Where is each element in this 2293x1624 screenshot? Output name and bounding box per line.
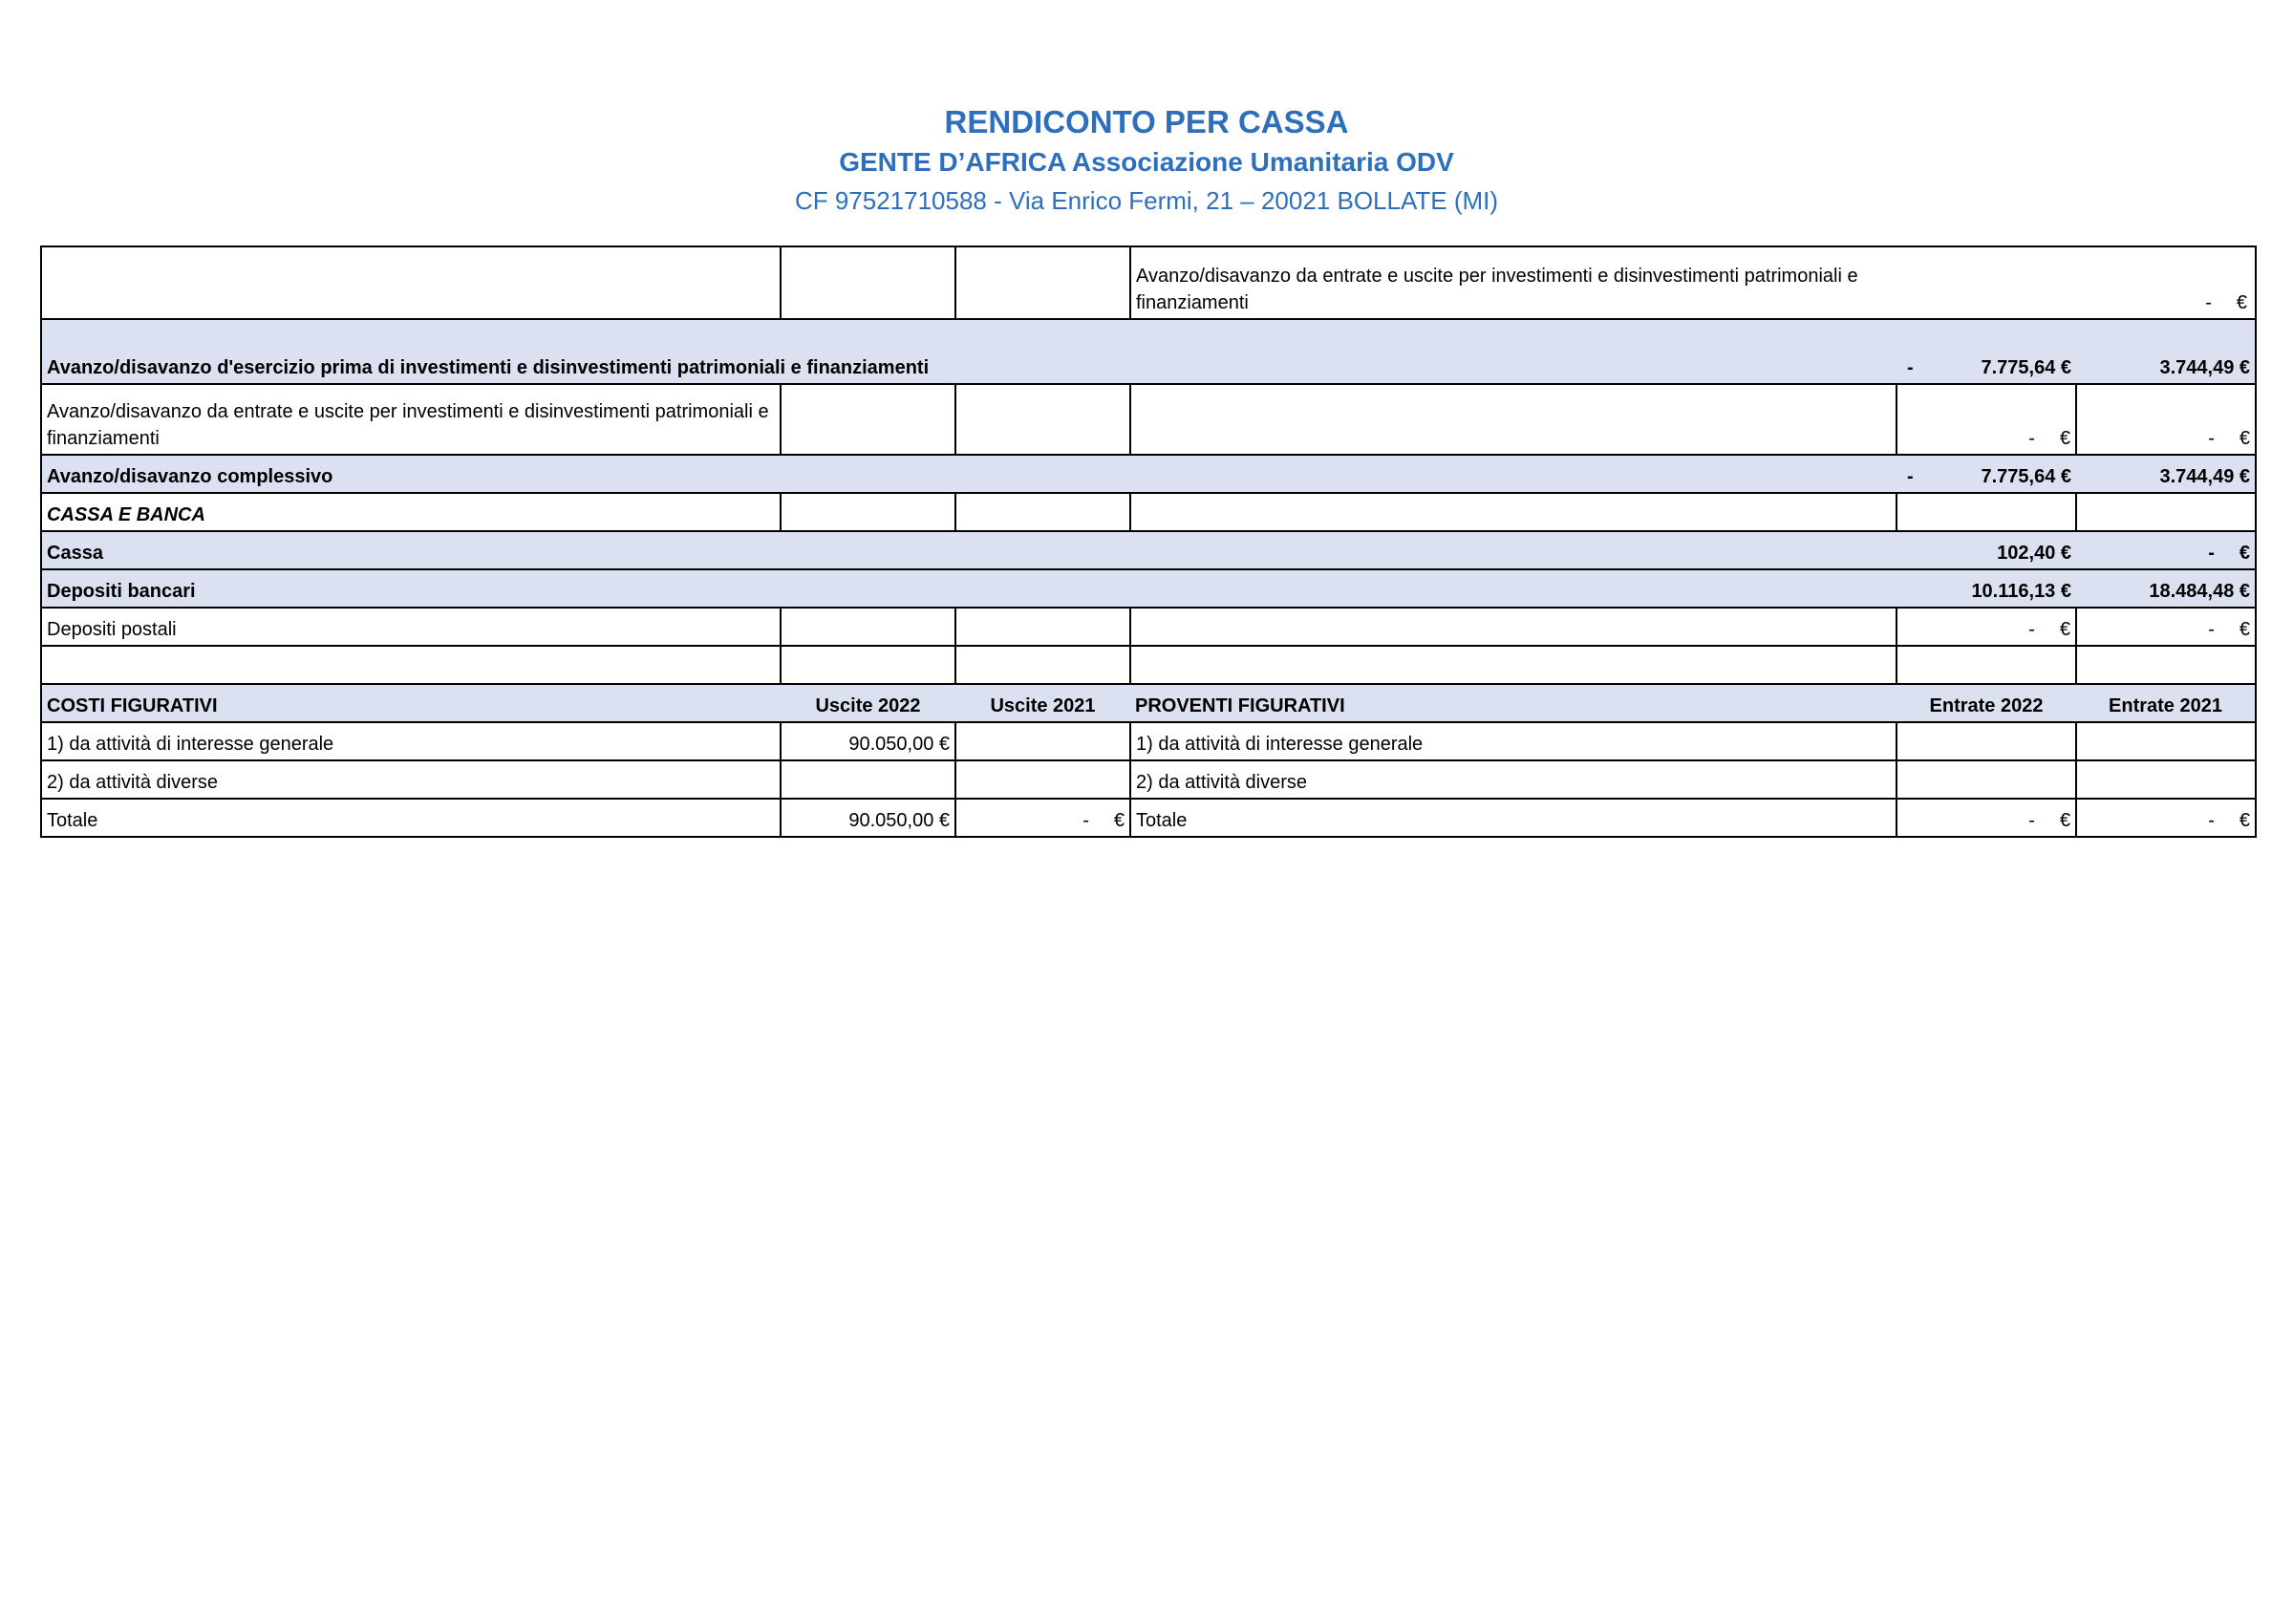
value-2022: - 7.775,64 € bbox=[1897, 455, 2076, 493]
table-row bbox=[41, 569, 2256, 608]
table-row bbox=[41, 319, 2256, 384]
cell-empty bbox=[955, 246, 1130, 319]
proventi-total-label: Totale bbox=[1130, 799, 1897, 837]
row-label: Depositi postali bbox=[41, 608, 781, 646]
table-row bbox=[41, 384, 2256, 455]
entrate-2022-header: Entrate 2022 bbox=[1897, 684, 2076, 722]
value-2022: - € bbox=[1897, 384, 2076, 455]
proventi-label: 2) da attività diverse bbox=[1130, 760, 1897, 799]
table-row bbox=[41, 722, 2256, 760]
proventi-total-2022: - € bbox=[1897, 799, 2076, 837]
value-2022: 10.116,13 € bbox=[1897, 569, 2076, 608]
costi-figurativi-header: COSTI FIGURATIVI bbox=[41, 684, 781, 722]
cost-total-label: Totale bbox=[41, 799, 781, 837]
organization-name: GENTE D’AFRICA Associazione Umanitaria ODV bbox=[839, 147, 1454, 177]
entrate-2021-header: Entrate 2021 bbox=[2076, 684, 2256, 722]
figurativi-header-row bbox=[41, 684, 2256, 722]
row-label: Avanzo/disavanzo da entrate e uscite per investimenti e disinvestimenti patrimoniali e finanziamenti bbox=[1136, 266, 1858, 313]
value-2021: 3.744,49 € bbox=[2076, 319, 2256, 384]
value-2022: - € bbox=[1897, 608, 2076, 646]
document-header bbox=[0, 103, 2293, 220]
cost-2022: 90.050,00 € bbox=[781, 722, 955, 760]
cost-label: 2) da attività diverse bbox=[41, 760, 781, 799]
proventi-total-2021: - € bbox=[2076, 799, 2256, 837]
proventi-label: 1) da attività di interesse generale bbox=[1130, 722, 1897, 760]
table-row bbox=[41, 246, 2256, 319]
row-label: Avanzo/disavanzo da entrate e uscite per investimenti e disinvestimenti patrimoniali e finanziamenti bbox=[41, 384, 781, 455]
uscite-2021-header: Uscite 2021 bbox=[955, 684, 1130, 722]
row-label: Cassa bbox=[41, 531, 1897, 569]
cell-investment-balance bbox=[1130, 246, 2256, 319]
table-row bbox=[41, 531, 2256, 569]
value-2021: - € bbox=[2076, 608, 2256, 646]
table-row bbox=[41, 455, 2256, 493]
cost-label: 1) da attività di interesse generale bbox=[41, 722, 781, 760]
cost-total-2022: 90.050,00 € bbox=[781, 799, 955, 837]
uscite-2022-header: Uscite 2022 bbox=[781, 684, 955, 722]
cell-empty bbox=[41, 246, 781, 319]
value-2021: - € bbox=[2076, 384, 2256, 455]
section-label: CASSA E BANCA bbox=[41, 493, 781, 531]
organization-address: CF 97521710588 - Via Enrico Fermi, 21 – 20021 BOLLATE (MI) bbox=[794, 186, 1499, 215]
value-currency: € bbox=[2236, 292, 2248, 313]
table-row bbox=[41, 493, 2256, 531]
value-2021: 18.484,48 € bbox=[2076, 569, 2256, 608]
value-2022: 102,40 € bbox=[1897, 531, 2076, 569]
proventi-figurativi-header: PROVENTI FIGURATIVI bbox=[1130, 684, 1897, 722]
table-row-empty bbox=[41, 646, 2256, 684]
value-dash: - bbox=[2205, 292, 2212, 313]
row-label: Avanzo/disavanzo d'esercizio prima di investimenti e disinvestimenti patrimoniali e finanziamenti bbox=[41, 319, 1897, 384]
row-label: Avanzo/disavanzo complessivo bbox=[41, 455, 1897, 493]
value-2021: 3.744,49 € bbox=[2076, 455, 2256, 493]
table-row bbox=[41, 760, 2256, 799]
cost-total-2021: - € bbox=[955, 799, 1130, 837]
cell-empty bbox=[781, 246, 955, 319]
table-row bbox=[41, 608, 2256, 646]
value-2021: - € bbox=[2076, 531, 2256, 569]
row-label: Depositi bancari bbox=[41, 569, 1897, 608]
total-row bbox=[41, 799, 2256, 837]
value-2022: - 7.775,64 € bbox=[1897, 319, 2076, 384]
page-title: RENDICONTO PER CASSA bbox=[944, 104, 1349, 139]
cash-report-table bbox=[40, 246, 2257, 838]
